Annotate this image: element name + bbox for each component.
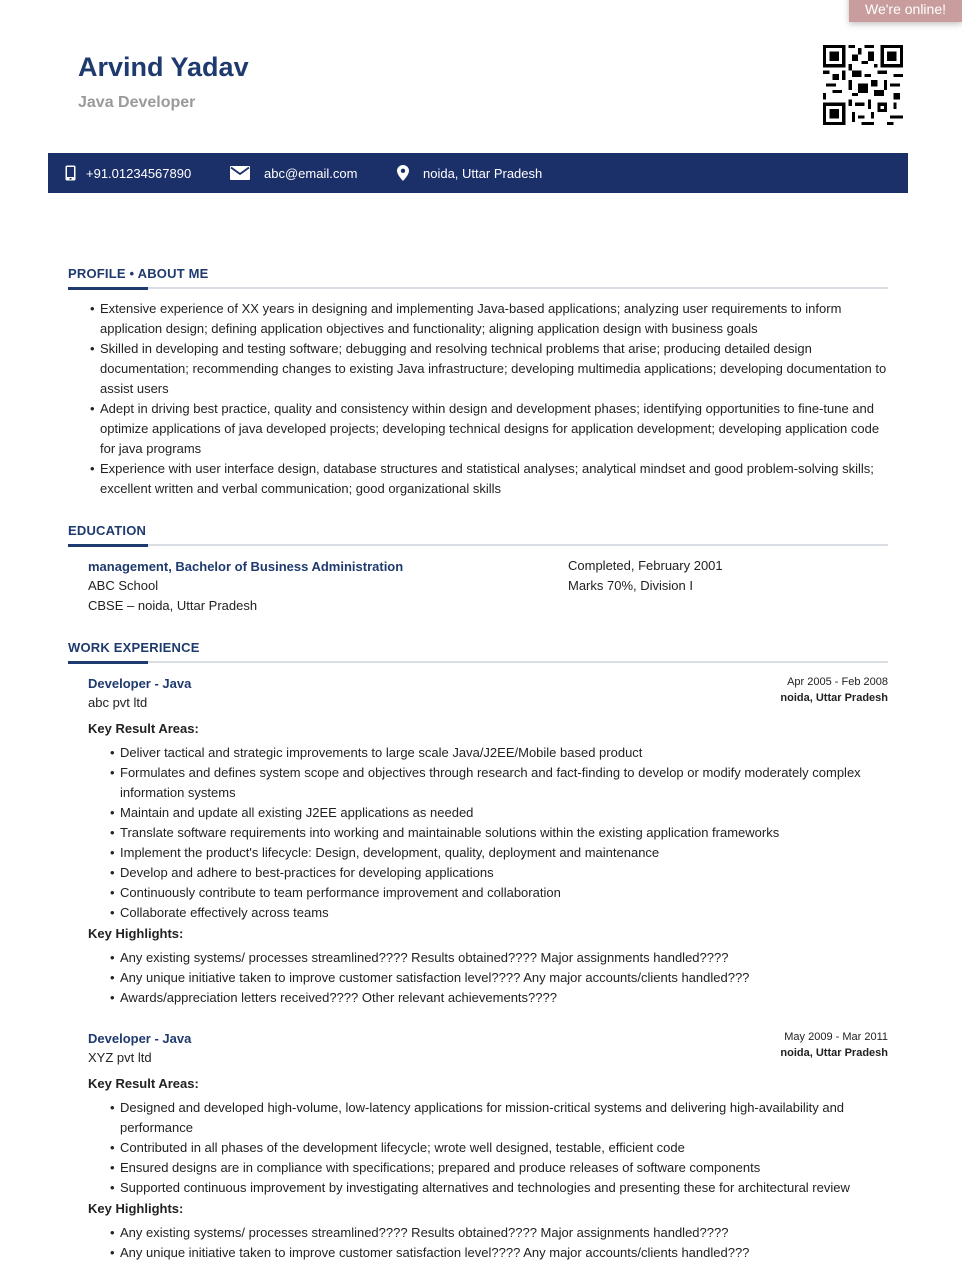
contact-location[interactable]: noida, Uttar Pradesh: [397, 153, 542, 193]
contact-email[interactable]: abc@email.com: [230, 153, 357, 193]
qr-code-icon: [823, 45, 903, 125]
phone-icon: [65, 165, 76, 181]
education-divider: [68, 544, 888, 546]
highlights-list: [108, 1223, 888, 1263]
list-item: • Contributed in all phases of the development lifecycle; wrote well designed, testable, efficient code: [108, 1138, 888, 1158]
list-item: • Ensured designs are in compliance with specifications; prepared and produce releases of software components: [108, 1158, 888, 1178]
mail-icon: [230, 166, 250, 180]
kra-list: [108, 743, 888, 923]
list-item: • Develop and adhere to best-practices for developing applications: [108, 863, 888, 883]
job-company: abc pvt ltd: [88, 695, 148, 710]
work-heading: WORK EXPERIENCE: [68, 640, 200, 655]
school-board: CBSE – noida, Uttar Pradesh: [88, 598, 258, 613]
profile-divider: [68, 287, 888, 289]
list-item: • Awards/appreciation letters received???? Other relevant achievements????: [108, 988, 888, 1008]
location-pin-icon: [397, 165, 409, 181]
kra-list: [108, 1098, 888, 1198]
job-location: noida, Uttar Pradesh: [780, 692, 888, 704]
list-item: • Deliver tactical and strategic improvements to large scale Java/J2EE/Mobile based product: [108, 743, 888, 763]
education-heading: EDUCATION: [68, 523, 147, 538]
highlights-label: Key Highlights:: [88, 926, 184, 941]
list-item: • Translate software requirements into working and maintainable solutions within the existing application frameworks: [108, 823, 888, 843]
highlights-list: [108, 948, 888, 1008]
job-company: XYZ pvt ltd: [88, 1050, 152, 1065]
job-dates: May 2009 - Mar 2011: [784, 1031, 888, 1043]
work-divider: [68, 661, 888, 663]
list-item: • Any unique initiative taken to improve customer satisfaction level???? Any major accounts/clients handled???: [108, 1243, 888, 1263]
profile-list: [88, 299, 888, 499]
job-title: Developer - Java: [88, 1031, 192, 1046]
list-item: • Continuously contribute to team performance improvement and collaboration: [108, 883, 888, 903]
candidate-name: Arvind Yadav: [78, 52, 249, 82]
highlights-label: Key Highlights:: [88, 1201, 184, 1216]
contact-phone[interactable]: +91.01234567890: [65, 153, 191, 193]
list-item: • Experience with user interface design, database structures and statistical analyses; analytical mindset and good problem-solving skills; excellent written and verbal communication; good organizational skills: [88, 459, 888, 499]
list-item: • Supported continuous improvement by investigating alternatives and technologies and presenting these for architectural review: [108, 1178, 888, 1198]
list-item: • Collaborate effectively across teams: [108, 903, 888, 923]
list-item: • Formulates and defines system scope and objectives through research and fact-finding to develop or modify moderately complex information systems: [108, 763, 888, 803]
school-name: ABC School: [88, 578, 159, 593]
contact-bar: [48, 153, 908, 193]
education-marks: Marks 70%, Division I: [568, 578, 693, 593]
list-item: • Any unique initiative taken to improve customer satisfaction level???? Any major accounts/clients handled???: [108, 968, 888, 988]
candidate-role: Java Developer: [78, 94, 196, 111]
list-item: • Any existing systems/ processes streamlined???? Results obtained???? Major assignments handled????: [108, 948, 888, 968]
list-item: • Designed and developed high-volume, low-latency applications for mission-critical systems and delivering high-availability and performance: [108, 1098, 888, 1138]
list-item: • Implement the product's lifecycle: Design, development, quality, deployment and maintenance: [108, 843, 888, 863]
list-item: • Any existing systems/ processes streamlined???? Results obtained???? Major assignments handled????: [108, 1223, 888, 1243]
kra-label: Key Result Areas:: [88, 721, 199, 736]
profile-heading: PROFILE • ABOUT ME: [68, 266, 209, 281]
list-item: • Extensive experience of XX years in designing and implementing Java-based applications; analyzing user requirements to inform application design; defining application objectives and functionality; aligning application design with business goals: [88, 299, 888, 339]
kra-label: Key Result Areas:: [88, 1076, 199, 1091]
job-dates: Apr 2005 - Feb 2008: [787, 676, 888, 688]
job-title: Developer - Java: [88, 676, 192, 691]
job-location: noida, Uttar Pradesh: [780, 1047, 888, 1059]
chat-online-badge[interactable]: We're online!: [849, 0, 962, 22]
education-completed: Completed, February 2001: [568, 558, 723, 573]
list-item: • Maintain and update all existing J2EE applications as needed: [108, 803, 888, 823]
degree-title: management, Bachelor of Business Administration: [88, 559, 404, 574]
list-item: • Adept in driving best practice, quality and consistency within design and development phases; identifying opportunities to fine-tune and optimize applications of java developed projects; developing technical designs for application development; developing application code for java programs: [88, 399, 888, 459]
list-item: • Skilled in developing and testing software; debugging and resolving technical problems that arise; producing detailed design documentation; recommending changes to existing Java infrastructure; developing multimedia applications; developing documentation to assist users: [88, 339, 888, 399]
